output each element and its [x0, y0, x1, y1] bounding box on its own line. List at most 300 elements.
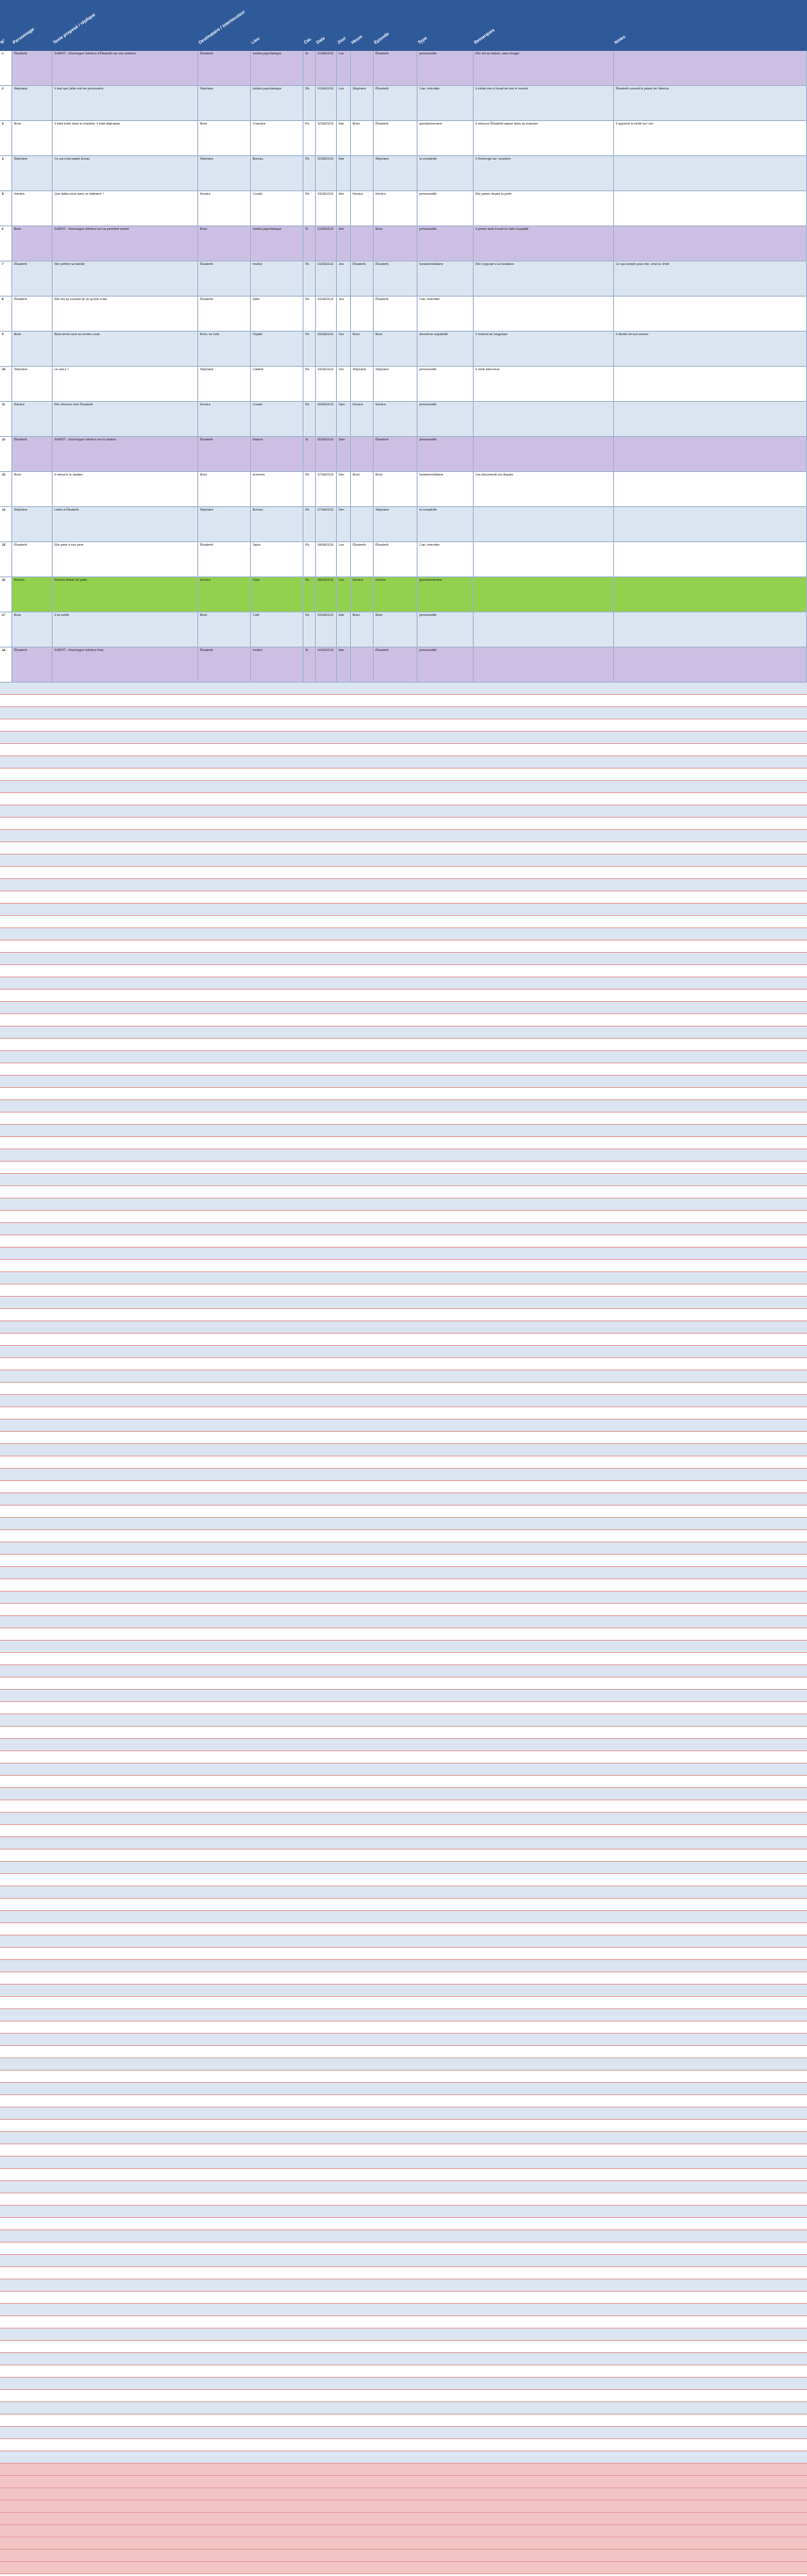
- cell-jour[interactable]: Mer: [337, 191, 351, 225]
- empty-row[interactable]: [0, 1100, 807, 1113]
- empty-row[interactable]: [0, 2378, 807, 2390]
- empty-row[interactable]: [0, 2427, 807, 2439]
- empty-row[interactable]: [0, 2329, 807, 2341]
- table-row[interactable]: [0, 297, 807, 332]
- cell-cat[interactable]: Rk: [304, 402, 316, 436]
- cell-lieu[interactable]: Institut psychiatrique: [251, 226, 304, 261]
- cell-dest[interactable]: Stéphane: [198, 156, 251, 190]
- cell-h[interactable]: Brice: [351, 612, 374, 647]
- empty-row[interactable]: [0, 2525, 807, 2537]
- cell-dest[interactable]: Kendra: [198, 577, 251, 612]
- table-row[interactable]: [0, 542, 807, 577]
- cell-notes[interactable]: [614, 612, 807, 647]
- cell-notes[interactable]: [614, 542, 807, 576]
- cell-cat[interactable]: Rk: [304, 156, 316, 190]
- cell-lieu[interactable]: Institut psychiatrique: [251, 86, 304, 120]
- empty-row[interactable]: [0, 1911, 807, 1923]
- cell-date[interactable]: 01/08/2015: [316, 86, 337, 120]
- cell-ep[interactable]: Brice: [374, 226, 418, 261]
- cell-h[interactable]: Kendra: [351, 402, 374, 436]
- column-header-remarques[interactable]: Remarques: [473, 27, 496, 46]
- cell-ep[interactable]: Kendra: [374, 577, 418, 612]
- cell-notes[interactable]: Il décide de tout avouer: [614, 332, 807, 366]
- cell-cat[interactable]: Rk: [304, 261, 316, 296]
- empty-row[interactable]: [0, 2046, 807, 2058]
- cell-date[interactable]: 03/08/2015: [316, 226, 337, 261]
- empty-row[interactable]: [0, 1051, 807, 1063]
- empty-row[interactable]: [0, 1284, 807, 1297]
- cell-notes[interactable]: [614, 507, 807, 541]
- empty-row[interactable]: [0, 744, 807, 756]
- cell-date[interactable]: 05/08/2015: [316, 332, 337, 366]
- cell-notes[interactable]: [614, 402, 807, 436]
- empty-row[interactable]: [0, 867, 807, 879]
- cell-h[interactable]: [351, 51, 374, 85]
- column-header-date[interactable]: Date: [315, 35, 326, 46]
- cell-dest[interactable]: Élisabeth: [198, 542, 251, 576]
- cell-n[interactable]: 4: [0, 156, 12, 190]
- cell-remarques[interactable]: Il ressent de l'angoisse: [474, 332, 614, 366]
- empty-row[interactable]: [0, 1199, 807, 1211]
- empty-row[interactable]: [0, 855, 807, 867]
- table-row[interactable]: [0, 437, 807, 472]
- empty-row[interactable]: [0, 1850, 807, 1862]
- empty-row[interactable]: [0, 904, 807, 916]
- empty-row[interactable]: [0, 2292, 807, 2304]
- cell-ep[interactable]: Élisabeth: [374, 86, 418, 120]
- cell-type[interactable]: personnalité: [418, 437, 474, 471]
- cell-ep[interactable]: Brice: [374, 472, 418, 506]
- empty-row[interactable]: [0, 1395, 807, 1407]
- empty-row[interactable]: [0, 1186, 807, 1199]
- table-row[interactable]: [0, 121, 807, 156]
- cell-h[interactable]: [351, 648, 374, 682]
- empty-row[interactable]: [0, 1456, 807, 1469]
- cell-jour[interactable]: Jeu: [337, 261, 351, 296]
- empty-row[interactable]: [0, 953, 807, 965]
- cell-remarques[interactable]: [474, 507, 614, 541]
- cell-date[interactable]: 03/08/2015: [316, 191, 337, 225]
- cell-n[interactable]: 5: [0, 191, 12, 225]
- cell-date[interactable]: 09/08/2015: [316, 648, 337, 682]
- cell-n[interactable]: 15: [0, 542, 12, 576]
- cell-notes[interactable]: [614, 367, 807, 401]
- cell-dest[interactable]: Élisabeth: [198, 297, 251, 331]
- cell-ep[interactable]: Kendra: [374, 191, 418, 225]
- cell-type[interactable]: personnalité: [418, 226, 474, 261]
- empty-row[interactable]: [0, 1800, 807, 1813]
- cell-lieu[interactable]: Gare: [251, 577, 304, 612]
- empty-row[interactable]: [0, 769, 807, 781]
- empty-row[interactable]: [0, 2353, 807, 2365]
- cell-dest[interactable]: Élisabeth: [198, 437, 251, 471]
- cell-n[interactable]: 16: [0, 577, 12, 612]
- empty-row[interactable]: [0, 1125, 807, 1137]
- cell-perso[interactable]: Stéphane: [12, 367, 53, 401]
- cell-remarques[interactable]: [474, 542, 614, 576]
- cell-remarques[interactable]: [474, 648, 614, 682]
- cell-lieu[interactable]: Institut: [251, 648, 304, 682]
- cell-remarques[interactable]: [474, 437, 614, 471]
- empty-row[interactable]: [0, 2230, 807, 2243]
- empty-row[interactable]: [0, 2193, 807, 2206]
- empty-row[interactable]: [0, 1039, 807, 1051]
- empty-row[interactable]: [0, 2144, 807, 2157]
- cell-cat[interactable]: Rk: [304, 86, 316, 120]
- cell-texte[interactable]: Il faut que j'aille voir les prisonniers: [53, 86, 198, 120]
- cell-ep[interactable]: Élisabeth: [374, 261, 418, 296]
- empty-row[interactable]: [0, 2021, 807, 2034]
- cell-cat[interactable]: Rk: [304, 332, 316, 366]
- cell-date[interactable]: 02/08/2015: [316, 156, 337, 190]
- empty-row[interactable]: [0, 2476, 807, 2488]
- empty-row[interactable]: [0, 2071, 807, 2083]
- cell-notes[interactable]: [614, 472, 807, 506]
- empty-row[interactable]: [0, 1027, 807, 1039]
- cell-cat[interactable]: Rk: [304, 507, 316, 541]
- cell-texte[interactable]: Elle est au courant de ce qu'elle a fait: [53, 297, 198, 331]
- cell-date[interactable]: 04/08/2015: [316, 261, 337, 296]
- cell-cat[interactable]: Rk: [304, 577, 316, 612]
- empty-row[interactable]: [0, 2181, 807, 2193]
- empty-row[interactable]: [0, 1174, 807, 1186]
- cell-perso[interactable]: Kendra: [12, 402, 53, 436]
- empty-row[interactable]: [0, 830, 807, 842]
- cell-jour[interactable]: Mar: [337, 612, 351, 647]
- cell-n[interactable]: 7: [0, 261, 12, 296]
- cell-notes[interactable]: [614, 297, 807, 331]
- empty-row[interactable]: [0, 1530, 807, 1542]
- cell-h[interactable]: [351, 226, 374, 261]
- cell-type[interactable]: la complicité: [418, 156, 474, 190]
- empty-row[interactable]: [0, 732, 807, 744]
- table-row[interactable]: [0, 577, 807, 612]
- empty-row[interactable]: [0, 1469, 807, 1481]
- empty-row[interactable]: [0, 842, 807, 855]
- empty-row[interactable]: [0, 2464, 807, 2476]
- empty-row[interactable]: [0, 1874, 807, 1886]
- cell-cat[interactable]: Rk: [304, 121, 316, 155]
- cell-perso[interactable]: Élisabeth: [12, 542, 53, 576]
- cell-remarques[interactable]: Il l'interroge sur l'accident: [474, 156, 614, 190]
- cell-remarques[interactable]: Les documents ont disparu: [474, 472, 614, 506]
- cell-perso[interactable]: Kendra: [12, 191, 53, 225]
- empty-row[interactable]: [0, 977, 807, 990]
- empty-row[interactable]: [0, 1260, 807, 1272]
- cell-perso[interactable]: Kendra: [12, 577, 53, 612]
- cell-n[interactable]: 14: [0, 507, 12, 541]
- cell-n[interactable]: 2: [0, 86, 12, 120]
- cell-jour[interactable]: Ven: [337, 367, 351, 401]
- cell-type[interactable]: fondamentalisme: [418, 472, 474, 506]
- cell-type[interactable]: deuxième culpabilité: [418, 332, 474, 366]
- cell-remarques[interactable]: [474, 297, 614, 331]
- cell-date[interactable]: 09/08/2015: [316, 612, 337, 647]
- empty-row[interactable]: [0, 1739, 807, 1751]
- empty-row[interactable]: [0, 1481, 807, 1493]
- empty-row[interactable]: [0, 683, 807, 695]
- empty-row[interactable]: [0, 2243, 807, 2255]
- empty-row[interactable]: [0, 1272, 807, 1284]
- empty-row[interactable]: [0, 1653, 807, 1665]
- cell-type[interactable]: personnalité: [418, 648, 474, 682]
- cell-remarques[interactable]: Elle s'oppose à la fondation: [474, 261, 614, 296]
- empty-row[interactable]: [0, 1702, 807, 1714]
- cell-dest[interactable]: Brice: [198, 612, 251, 647]
- empty-row[interactable]: [0, 2218, 807, 2230]
- empty-row[interactable]: [0, 1334, 807, 1346]
- table-row[interactable]: [0, 156, 807, 191]
- empty-row[interactable]: [0, 805, 807, 818]
- empty-row[interactable]: [0, 1420, 807, 1432]
- cell-perso[interactable]: Stéphane: [12, 507, 53, 541]
- empty-row[interactable]: [0, 2537, 807, 2550]
- cell-remarques[interactable]: Il s'était mis à l'écart de tout le monde: [474, 86, 614, 120]
- cell-cat[interactable]: St: [304, 51, 316, 85]
- cell-h[interactable]: Brice: [351, 332, 374, 366]
- cell-jour[interactable]: Jeu: [337, 297, 351, 331]
- empty-row[interactable]: [0, 1162, 807, 1174]
- cell-texte[interactable]: Ce qui s'est passé là-bas: [53, 156, 198, 190]
- empty-row[interactable]: [0, 1592, 807, 1604]
- column-header-type[interactable]: Type: [417, 35, 429, 46]
- table-row[interactable]: [0, 51, 807, 86]
- empty-row[interactable]: [0, 818, 807, 830]
- cell-type[interactable]: personnalité: [418, 367, 474, 401]
- cell-date[interactable]: 07/08/2015: [316, 507, 337, 541]
- empty-row[interactable]: [0, 1936, 807, 1948]
- cell-type[interactable]: questionnement: [418, 121, 474, 155]
- cell-h[interactable]: Élisabeth: [351, 261, 374, 296]
- cell-remarques[interactable]: [474, 577, 614, 612]
- empty-row[interactable]: [0, 1641, 807, 1653]
- cell-date[interactable]: 04/08/2015: [316, 297, 337, 331]
- cell-notes[interactable]: [614, 577, 807, 612]
- cell-type[interactable]: personnalité: [418, 51, 474, 85]
- cell-notes[interactable]: [614, 156, 807, 190]
- cell-jour[interactable]: Dim: [337, 472, 351, 506]
- empty-row[interactable]: [0, 1923, 807, 1936]
- cell-h[interactable]: Kendra: [351, 577, 374, 612]
- empty-row[interactable]: [0, 781, 807, 793]
- empty-row[interactable]: [0, 1346, 807, 1358]
- cell-remarques[interactable]: [474, 612, 614, 647]
- cell-texte[interactable]: INSERT - Monologue intérieur d'Élisabeth sur son enfance: [53, 51, 198, 85]
- empty-row[interactable]: [0, 1899, 807, 1911]
- cell-perso[interactable]: Stéphane: [12, 86, 53, 120]
- cell-perso[interactable]: Brice: [12, 121, 53, 155]
- empty-row[interactable]: [0, 1579, 807, 1592]
- cell-cat[interactable]: Rk: [304, 367, 316, 401]
- empty-row[interactable]: [0, 707, 807, 719]
- cell-lieu[interactable]: Salle: [251, 297, 304, 331]
- cell-n[interactable]: 11: [0, 402, 12, 436]
- empty-row[interactable]: [0, 1776, 807, 1788]
- table-row[interactable]: [0, 191, 807, 226]
- column-header-h[interactable]: Heure: [350, 33, 364, 46]
- table-row[interactable]: [0, 226, 807, 261]
- cell-remarques[interactable]: [474, 402, 614, 436]
- empty-row[interactable]: [0, 1014, 807, 1027]
- cell-perso[interactable]: Brice: [12, 332, 53, 366]
- empty-row[interactable]: [0, 1211, 807, 1223]
- cell-h[interactable]: Stéphane: [351, 367, 374, 401]
- cell-texte[interactable]: Brice arrive seul au rendez-vous: [53, 332, 198, 366]
- cell-type[interactable]: la complicité: [418, 507, 474, 541]
- column-header-notes[interactable]: Notes: [613, 34, 627, 46]
- cell-dest[interactable]: Brice, en fuite: [198, 332, 251, 366]
- cell-ep[interactable]: Élisabeth: [374, 437, 418, 471]
- empty-row[interactable]: [0, 1358, 807, 1370]
- column-header-cat[interactable]: Cat.: [303, 36, 313, 46]
- cell-lieu[interactable]: Hôpital: [251, 332, 304, 366]
- empty-row[interactable]: [0, 2009, 807, 2021]
- cell-n[interactable]: 8: [0, 297, 12, 331]
- cell-texte[interactable]: INSERT - Monologue intérieur sur la maison: [53, 437, 198, 471]
- cell-ep[interactable]: Élisabeth: [374, 297, 418, 331]
- empty-row[interactable]: [0, 2304, 807, 2316]
- empty-row[interactable]: [0, 879, 807, 891]
- empty-row[interactable]: [0, 1616, 807, 1628]
- cell-date[interactable]: 06/08/2015: [316, 437, 337, 471]
- cell-type[interactable]: Cas / entretien: [418, 297, 474, 331]
- cell-jour[interactable]: Mar: [337, 648, 351, 682]
- empty-row[interactable]: [0, 1604, 807, 1616]
- empty-row[interactable]: [0, 1518, 807, 1530]
- empty-row[interactable]: [0, 1813, 807, 1825]
- cell-dest[interactable]: Brice: [198, 472, 251, 506]
- cell-date[interactable]: 06/08/2015: [316, 402, 337, 436]
- cell-jour[interactable]: Mar: [337, 121, 351, 155]
- empty-row[interactable]: [0, 2157, 807, 2169]
- empty-row[interactable]: [0, 928, 807, 941]
- cell-dest[interactable]: Brice: [198, 226, 251, 261]
- cell-texte[interactable]: INSERT - Monologue intérieur final: [53, 648, 198, 682]
- cell-texte[interactable]: Que faites-vous dans ce bâtiment ?: [53, 191, 198, 225]
- cell-dest[interactable]: Stéphane: [198, 367, 251, 401]
- cell-texte[interactable]: Elle préfère sa famille: [53, 261, 198, 296]
- empty-row[interactable]: [0, 1985, 807, 1997]
- empty-row[interactable]: [0, 1628, 807, 1641]
- empty-row[interactable]: [0, 1960, 807, 1972]
- cell-notes[interactable]: [614, 226, 807, 261]
- table-row[interactable]: [0, 612, 807, 648]
- empty-row[interactable]: [0, 2107, 807, 2120]
- empty-row[interactable]: [0, 2255, 807, 2267]
- empty-row[interactable]: [0, 2550, 807, 2562]
- cell-jour[interactable]: Lun: [337, 86, 351, 120]
- empty-row[interactable]: [0, 1714, 807, 1727]
- cell-type[interactable]: Cas / entretien: [418, 542, 474, 576]
- empty-row[interactable]: [0, 2402, 807, 2415]
- cell-perso[interactable]: Élisabeth: [12, 261, 53, 296]
- empty-row[interactable]: [0, 1567, 807, 1579]
- cell-texte[interactable]: Kendra décide de partir: [53, 577, 198, 612]
- column-header-ep[interactable]: Épisode: [373, 31, 390, 46]
- cell-type[interactable]: questionnement: [418, 577, 474, 612]
- empty-row[interactable]: [0, 1727, 807, 1739]
- cell-texte[interactable]: Elle retourne vers Élisabeth: [53, 402, 198, 436]
- cell-perso[interactable]: Élisabeth: [12, 51, 53, 85]
- cell-texte[interactable]: Le sait-il ?: [53, 367, 198, 401]
- empty-row[interactable]: [0, 2451, 807, 2464]
- table-row[interactable]: [0, 86, 807, 121]
- empty-row[interactable]: [0, 1113, 807, 1125]
- cell-h[interactable]: [351, 297, 374, 331]
- empty-row[interactable]: [0, 2206, 807, 2218]
- empty-row[interactable]: [0, 2279, 807, 2292]
- empty-row[interactable]: [0, 1432, 807, 1444]
- cell-h[interactable]: [351, 507, 374, 541]
- empty-row[interactable]: [0, 2058, 807, 2071]
- cell-notes[interactable]: [614, 648, 807, 682]
- empty-row[interactable]: [0, 2390, 807, 2402]
- cell-lieu[interactable]: Institut: [251, 261, 304, 296]
- cell-lieu[interactable]: Cabinet: [251, 367, 304, 401]
- empty-row[interactable]: [0, 1235, 807, 1248]
- cell-date[interactable]: 08/08/2015: [316, 542, 337, 576]
- empty-row[interactable]: [0, 1862, 807, 1874]
- cell-lieu[interactable]: Couloir: [251, 402, 304, 436]
- empty-row[interactable]: [0, 756, 807, 769]
- empty-row[interactable]: [0, 793, 807, 805]
- cell-jour[interactable]: Lun: [337, 542, 351, 576]
- cell-ep[interactable]: Élisabeth: [374, 121, 418, 155]
- cell-lieu[interactable]: Salon: [251, 542, 304, 576]
- empty-row[interactable]: [0, 1063, 807, 1076]
- cell-lieu[interactable]: Maison: [251, 437, 304, 471]
- cell-remarques[interactable]: Il reste silencieux: [474, 367, 614, 401]
- cell-date[interactable]: 01/08/2015: [316, 51, 337, 85]
- empty-row[interactable]: [0, 1088, 807, 1100]
- cell-n[interactable]: 10: [0, 367, 12, 401]
- column-header-lieu[interactable]: Lieu: [250, 36, 261, 46]
- empty-row[interactable]: [0, 1407, 807, 1420]
- empty-row[interactable]: [0, 1506, 807, 1518]
- cell-h[interactable]: Élisabeth: [351, 542, 374, 576]
- cell-jour[interactable]: Mer: [337, 226, 351, 261]
- cell-notes[interactable]: Il apprend la vérité sur Léa: [614, 121, 807, 155]
- cell-notes[interactable]: [614, 437, 807, 471]
- empty-row[interactable]: [0, 1972, 807, 1985]
- cell-remarques[interactable]: Il pense avoir trouvé la vraie coupable: [474, 226, 614, 261]
- empty-row[interactable]: [0, 2501, 807, 2513]
- empty-row[interactable]: [0, 1764, 807, 1776]
- column-header-texte[interactable]: Texte proposé / réplique: [52, 12, 97, 46]
- cell-cat[interactable]: St: [304, 226, 316, 261]
- cell-ep[interactable]: Élisabeth: [374, 51, 418, 85]
- empty-row[interactable]: [0, 1383, 807, 1395]
- empty-row[interactable]: [0, 1137, 807, 1149]
- table-row[interactable]: [0, 402, 807, 437]
- empty-row[interactable]: [0, 941, 807, 953]
- cell-ep[interactable]: Kendra: [374, 402, 418, 436]
- cell-dest[interactable]: Kendra: [198, 191, 251, 225]
- empty-row[interactable]: [0, 916, 807, 928]
- cell-dest[interactable]: Élisabeth: [198, 261, 251, 296]
- cell-n[interactable]: 18: [0, 648, 12, 682]
- empty-row[interactable]: [0, 891, 807, 904]
- cell-cat[interactable]: Rk: [304, 472, 316, 506]
- empty-row[interactable]: [0, 1886, 807, 1899]
- empty-row[interactable]: [0, 1002, 807, 1014]
- table-row[interactable]: [0, 472, 807, 507]
- cell-n[interactable]: 12: [0, 437, 12, 471]
- cell-ep[interactable]: Brice: [374, 332, 418, 366]
- empty-row[interactable]: [0, 990, 807, 1002]
- empty-row[interactable]: [0, 1837, 807, 1850]
- cell-date[interactable]: 08/08/2015: [316, 577, 337, 612]
